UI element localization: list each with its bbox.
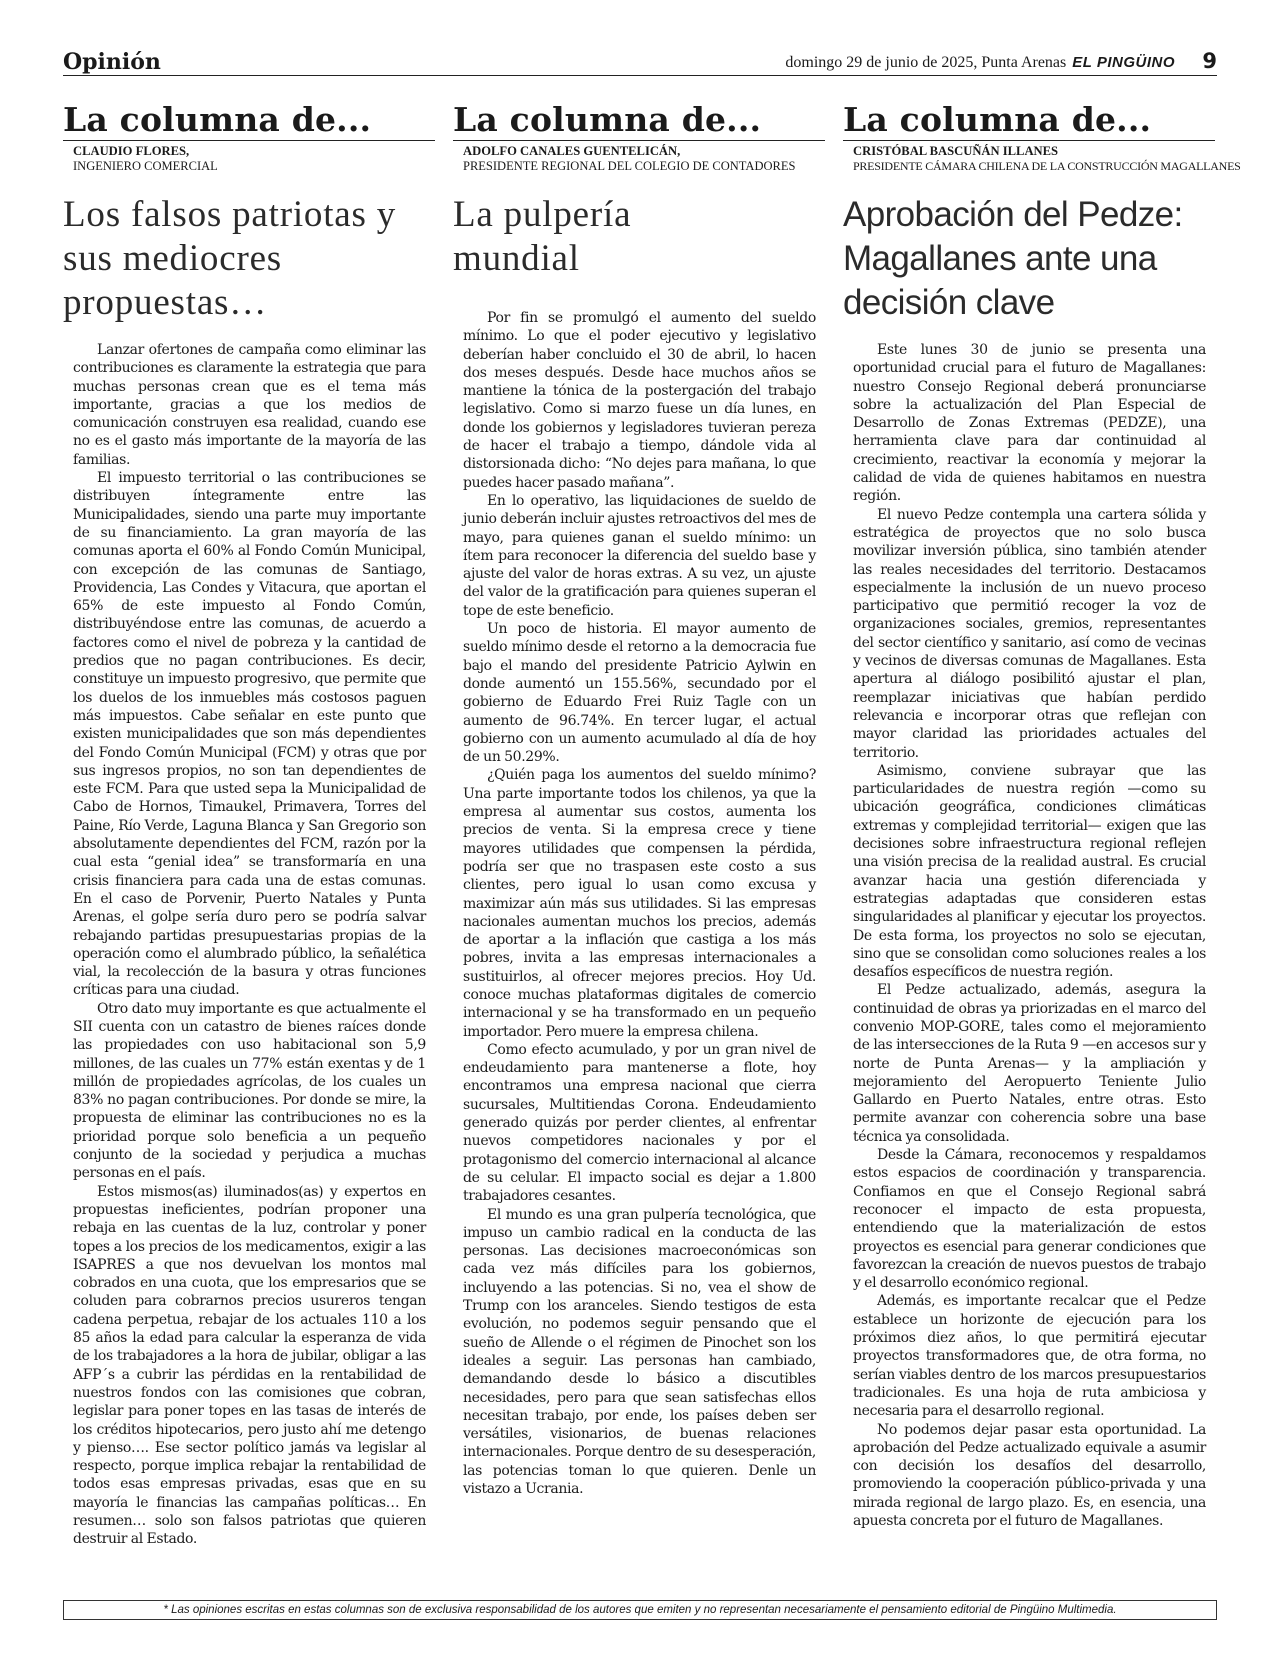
author-role: PRESIDENTE REGIONAL DEL COLEGIO DE CONTADORES: [463, 158, 796, 173]
article-body: [73, 341, 426, 1549]
dateline: [785, 54, 1175, 72]
column-heading: La columna de...: [63, 100, 435, 141]
section-name: Opinión: [63, 49, 161, 75]
article-body: [853, 341, 1206, 1530]
author-name: CLAUDIO FLORES,: [73, 144, 190, 158]
date-location: domingo 29 de junio de 2025, Punta Arenas: [785, 54, 1067, 71]
paragraph: En lo operativo, las liquidaciones de sueldo de junio deberán incluir ajustes retroactivos del mes de mayo, para quienes ganan el sueldo mínimo: un ítem para reconocer la diferencia del sueldo base y ajuste del valor de horas extras. A su vez, un ajuste del valor de la gratificación para quienes superan el tope de este beneficio.: [463, 492, 816, 619]
opinion-column-1: [63, 100, 435, 1549]
paragraph: Un poco de historia. El mayor aumento de sueldo mínimo desde el retorno a la democracia fue bajo el mando del presidente Patricio Aylwin en donde aumentó un 155.56%, secundado por el gobierno de Eduardo Frei Ruiz Tagle con un aumento de 96.74%. En tercer lugar, el actual gobierno con un aumento acumulado al día de hoy de un 50.29%.: [463, 621, 816, 766]
paragraph: Desde la Cámara, reconocemos y respaldamos estos espacios de coordinación y transparencia. Confiamos en que el Consejo Regional sabrá reconocer el impacto de esta propuesta, entendiendo que la materialización de estos proyectos es esencial para generar condiciones que favorezcan la creación de nuevos puestos de trabajo y el desarrollo económico regional.: [853, 1147, 1206, 1292]
brand-logo: EL PINGÜINO: [1072, 54, 1175, 71]
column-heading: La columna de...: [453, 100, 825, 141]
editorial-disclaimer: * Las opiniones escritas en estas columnas son de exclusiva responsabilidad de los autores que emiten y no representan necesariamente el pensamiento editorial de Pingüino Multimedia.: [63, 1600, 1217, 1620]
paragraph: ¿Quién paga los aumentos del sueldo mínimo? Una parte importante todos los chilenos, ya que la empresa al aumentar sus costos, aumenta los precios de venta. Si la empresa crece y tiene mayores utilidades que compensen la pérdida, podría ser que no traspasen este costo a sus clientes, pero igual lo usan como excusa y maximizar aún más sus utilidades. Si las empresas nacionales aumentan muchos los precios, además de aportar a la inflación que castiga a los más pobres, invita a las empresas internacionales a sustituirlos, al ofrecer mejores precios. Hoy Ud. conoce muchas plataformas digitales de comercio internacional y se ha transformado en un pequeño importador. Pero muere la empresa chilena.: [463, 767, 816, 1040]
article-title: Los falsos patriotas y sus mediocres propuestas…: [63, 194, 397, 323]
author-name: CRISTÓBAL BASCUÑÁN ILLANES: [853, 144, 1059, 158]
paragraph: Por fin se promulgó el aumento del sueldo mínimo. Lo que el poder ejecutivo y legislativo deberían haber concluido el 30 de abril, lo hacen dos meses después. Desde hace muchos años se mantiene la tónica de la postergación del trabajo legislativo. Como si marzo fuese un día lunes, en donde los gobiernos y legisladores tuvieran pereza de hacer el trabajo a tiempo, dándole vida al distorsionada dicho: “No dejes para mañana, lo que puedes hacer pasado mañana”.: [463, 310, 816, 491]
paragraph: El mundo es una gran pulpería tecnológica, que impuso un cambio radical en la conducta de las personas. Las decisiones macroeconómicas son cada vez más difíciles para los gobiernos, incluyendo a las potencias. Si no, vea el show de Trump con los aranceles. Siendo testigos de esta evolución, no podemos seguir pensando que el sueño de Allende o el régimen de Pinochet son los ideales a seguir. Las personas han cambiado, demandando desde lo básico a discutibles necesidades, pero para que sean satisfechas ellos necesitan trabajo, por ende, los países deben ser versátiles, visionarios, de buenas relaciones internacionales. Porque dentro de su desesperación, las potencias toman lo que quieren. Denle un vistazo a Ucrania.: [463, 1206, 816, 1497]
article-title: La pulpería mundial: [453, 194, 632, 279]
paragraph: No podemos dejar pasar esta oportunidad. La aprobación del Pedze actualizado equivale a asumir con decisión los desafíos del desarrollo, promoviendo la cooperación público-privada y una mirada regional de largo plazo. Es, en esencia, una apuesta concreta por el futuro de Magallanes.: [853, 1421, 1206, 1529]
page-number: 9: [1202, 49, 1217, 73]
author-role: PRESIDENTE CÁMARA CHILENA DE LA CONSTRUCCIÓN MAGALLANES: [853, 158, 1241, 173]
opinion-column-3: [843, 100, 1241, 1530]
paragraph: Asimismo, conviene subrayar que las particularidades de nuestra región —como su ubicación geográfica, condiciones climáticas extremas y complejidad territorial— exigen que las decisiones sobre infraestructura regional reflejen una visión precisa de la realidad austral. Es crucial avanzar hacia una gestión diferenciada y estrategias adaptadas que consideren estas singularidades al planificar y ejecutar los proyectos. De esta forma, los proyectos no solo se ejecutan, sino que se consolidan como soluciones reales a los desafíos específicos de nuestra región.: [853, 762, 1206, 981]
paragraph: Este lunes 30 de junio se presenta una oportunidad crucial para el futuro de Magallanes: nuestro Consejo Regional deberá pronunciarse sobre la actualización del Plan Especial de Desarrollo de Zonas Extremas (PEDZE), una herramienta clave para dar continuidad al crecimiento, reactivar la economía y mejorar la calidad de vida de quienes habitamos en nuestra región.: [853, 342, 1206, 505]
author-name: ADOLFO CANALES GUENTELICÁN,: [463, 144, 681, 158]
column-heading: La columna de...: [843, 100, 1215, 141]
author-role: INGENIERO COMERCIAL: [73, 158, 218, 173]
article-body: [463, 309, 816, 1498]
paragraph: Lanzar ofertones de campaña como eliminar las contribuciones es claramente la estrategia que para muchas personas crean que es el tema más importante, gracias a que los medios de comunicación construyen esa realidad, cuando ese no es el gasto más importante de la mayoría de las familias.: [73, 342, 426, 468]
paragraph: Como efecto acumulado, y por un gran nivel de endeudamiento para mantenerse a flote, hoy encontramos una empresa nacional que cierra sucursales, Multitiendas Corona. Endeudamiento generado quizás por perder clientes, al enfrentar nuevos competidores nacionales y por el protagonismo del comercio internacional al alcance de su celular. El impacto social es dejar a 1.800 trabajadores cesantes.: [463, 1041, 816, 1205]
page-header: [63, 50, 1217, 76]
paragraph: Estos mismos(as) iluminados(as) y expertos en propuestas ineficientes, podrían proponer una rebaja en las cuentas de la luz, controlar y poner topes a los precios de los medicamentos, exigir a las ISAPRES a que nos devuelvan los montos mal cobrados en una cuota, que los empresarios que se coluden para cobrarnos precios usureros tengan cadena perpetua, rebajar de los actuales 110 a los 85 años la edad para calcular la esperanza de vida de los trabajadores a la hora de jubilar, obligar a las AFP´s a cubrir las pérdidas en la rentabilidad de nuestros fondos con las comisiones que cobran, legislar para poner topes en las tasas de interés de los créditos hipotecarios, pero justo ahí me detengo y pienso…. Ese sector político jamás va legislar al respecto, porque implica rebajar la rentabilidad de todos esas empresas privadas, esas que en su mayoría le financias las campañas políticas… En resumen… solo son falsos patriotas que quieren destruir al Estado.: [73, 1183, 426, 1548]
paragraph: El impuesto territorial o las contribuciones se distribuyen íntegramente entre las Municipalidades, siendo una parte muy importante de su financiamiento. La gran mayoría de las comunas aporta el 60% al Fondo Común Municipal, con excepción de las comunas de Santiago, Providencia, Las Condes y Vitacura, que aportan el 65% de este impuesto al Fondo Común, distribuyéndose entre las comunas, de acuerdo a factores como el nivel de pobreza y la cantidad de predios que no pagan contribuciones. Es decir, constituye un impuesto progresivo, que permite que los duelos de los inmuebles más costosos paguen más impuestos. Cabe señalar en este punto que existen municipalidades que son más dependientes del Fondo Común Municipal (FCM) y otras que por sus ingresos propios, no son tan dependientes de este FCM. Para que usted sepa la Municipalidad de Cabo de Hornos, Timaukel, Primavera, Torres del Paine, Río Verde, Laguna Blanca y San Gregorio son absolutamente dependientes del FCM, razón por la cual esta “genial idea” se transformaría en una crisis financiera para cada una de estas comunas. En el caso de Porvenir, Puerto Natales y Punta Arenas, el golpe sería duro pero se podría salvar rebajando partidas presupuestarias propias de la operación como el alumbrado público, la señalética vial, la recolección de la basura y otras funciones críticas para una ciudad.: [73, 470, 426, 999]
paragraph: El nuevo Pedze contempla una cartera sólida y estratégica de proyectos que no solo busca movilizar inversión pública, sino también atender las reales necesidades del territorio. Destacamos especialmente la inclusión de un nuevo proceso participativo que permitió recoger la voz de organizaciones sociales, gremios, representantes del sector científico y sanitario, así como de vecinas y vecinos de diversas comunas de Magallanes. Esta apertura al diálogo posibilitó ajustar el plan, reemplazar iniciativas que habían perdido relevancia e incorporar otras que reflejan con mayor claridad las prioridades actuales del territorio.: [853, 506, 1206, 761]
paragraph: Otro dato muy importante es que actualmente el SII cuenta con un catastro de bienes raíces donde las propiedades con uso habitacional son 5,9 millones, de las cuales un 77% están exentas y de 1 millón de propiedades agrícolas, de los cuales un 83% no pagan contribuciones. Por donde se mire, la propuesta de eliminar las contribuciones no es la prioridad porque solo beneficia a un pequeño conjunto de la sociedad y perjudica a muchas personas en el país.: [73, 1000, 426, 1182]
paragraph: El Pedze actualizado, además, asegura la continuidad de obras ya priorizadas en el marco del convenio MOP-GORE, tales como el mejoramiento de las intersecciones de la Ruta 9 —en accesos sur y norte de Punta Arenas— y la ampliación y mejoramiento del Aeropuerto Teniente Julio Gallardo en Puerto Natales, entre otras. Esto permite avanzar con coherencia sobre una base técnica ya consolidada.: [853, 982, 1206, 1145]
paragraph: Además, es importante recalcar que el Pedze establece un horizonte de ejecución para los próximos diez años, lo que permitirá ejecutar proyectos transformadores que, de otra forma, no serían viables dentro de los marcos presupuestarios tradicionales. Es una hoja de ruta ambiciosa y necesaria para el desarrollo regional.: [853, 1293, 1206, 1420]
opinion-column-2: [453, 100, 825, 1498]
article-title: Aprobación del Pedze: Magallanes ante una decisión clave: [843, 195, 1183, 322]
